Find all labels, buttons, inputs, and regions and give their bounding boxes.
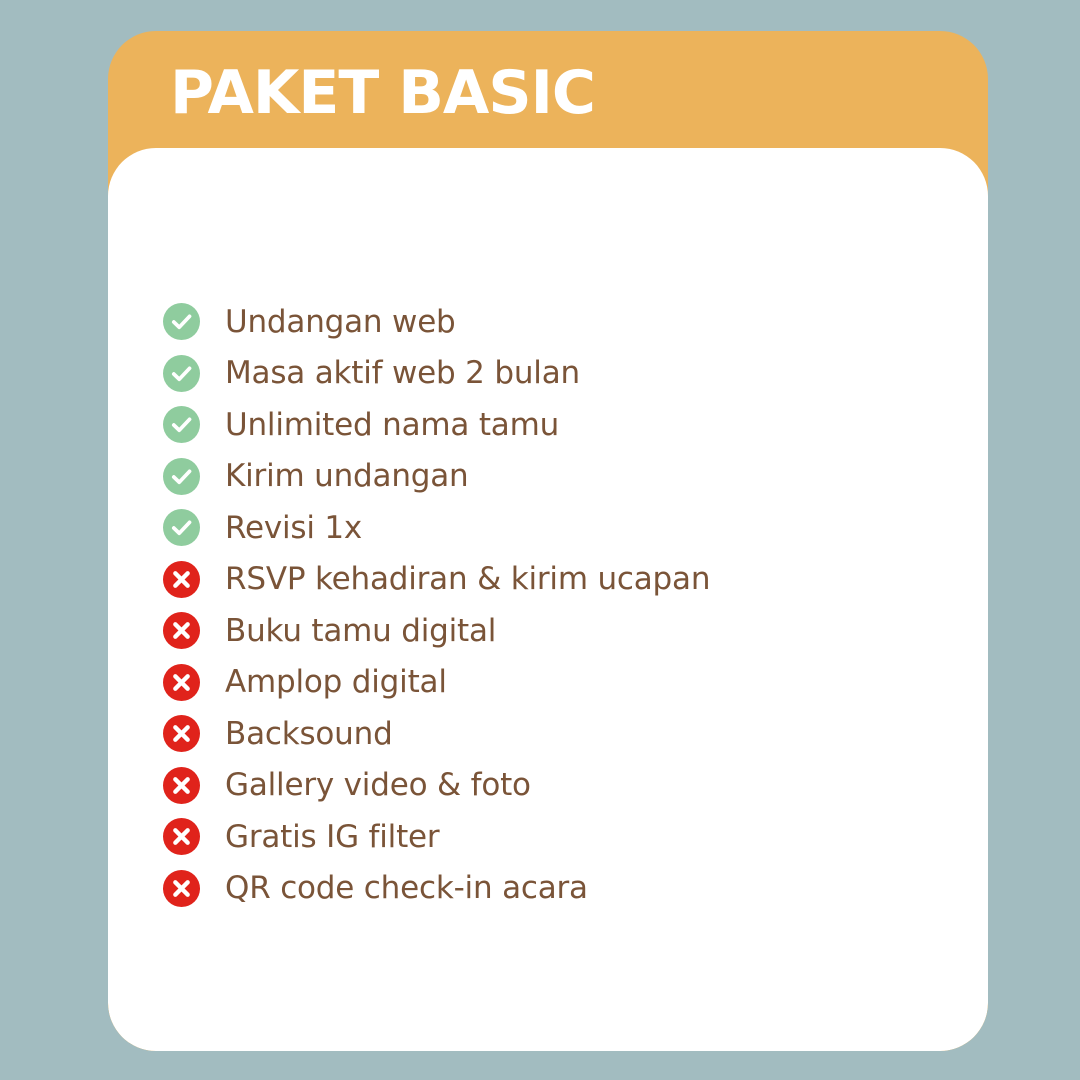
feature-label: Unlimited nama tamu (225, 406, 560, 443)
x-circle-icon (163, 818, 200, 855)
x-circle-icon (163, 561, 200, 598)
feature-item (163, 348, 710, 400)
feature-item (163, 760, 710, 812)
check-circle-icon (163, 355, 200, 392)
feature-item (163, 811, 710, 863)
check-circle-icon (163, 303, 200, 340)
x-circle-icon (163, 870, 200, 907)
x-circle-icon (163, 612, 200, 649)
feature-label: Backsound (225, 715, 393, 752)
feature-item (163, 296, 710, 348)
feature-item (163, 451, 710, 503)
x-circle-icon (163, 664, 200, 701)
feature-item (163, 554, 710, 606)
feature-label: Amplop digital (225, 664, 447, 701)
feature-label: Gratis IG filter (225, 818, 440, 855)
feature-item (163, 657, 710, 709)
feature-label: QR code check-in acara (225, 870, 588, 907)
check-circle-icon (163, 406, 200, 443)
check-circle-icon (163, 458, 200, 495)
feature-label: Kirim undangan (225, 458, 469, 495)
card-title: PAKET BASIC (170, 58, 595, 128)
feature-label: RSVP kehadiran & kirim ucapan (225, 561, 711, 598)
feature-label: Masa aktif web 2 bulan (225, 355, 580, 392)
feature-item (163, 605, 710, 657)
feature-label: Undangan web (225, 303, 456, 340)
feature-item (163, 502, 710, 554)
feature-list (163, 296, 710, 914)
x-circle-icon (163, 715, 200, 752)
check-circle-icon (163, 509, 200, 546)
feature-item (163, 708, 710, 760)
pricing-card (108, 31, 988, 1051)
feature-label: Gallery video & foto (225, 767, 531, 804)
x-circle-icon (163, 767, 200, 804)
card-body (108, 148, 988, 1051)
feature-label: Buku tamu digital (225, 612, 497, 649)
feature-item (163, 399, 710, 451)
feature-item (163, 863, 710, 915)
feature-label: Revisi 1x (225, 509, 363, 546)
